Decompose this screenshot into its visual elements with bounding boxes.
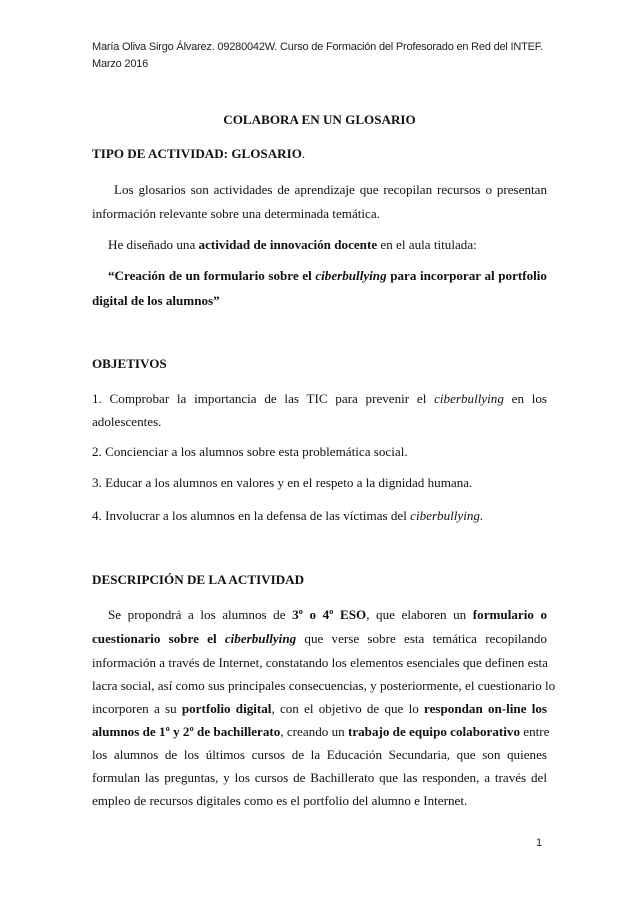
activity-type-label: TIPO DE ACTIVIDAD: GLOSARIO <box>92 146 302 161</box>
objective-1-line-2: adolescentes. <box>92 414 162 429</box>
description-line-5: incorporen a su portfolio digital, con el objetivo de que lo respondan on-line los <box>92 701 548 716</box>
objective-1-line-1: 1. Comprobar la importancia de las TIC para prevenir el ciberbullying en los <box>92 391 547 406</box>
description-line-8: formulan las preguntas, y los cursos de Bachillerato que las responden, a través del <box>92 770 547 785</box>
intro-line-2: información relevante sobre una determinada temática. <box>92 206 380 221</box>
intro-line-1: Los glosarios son actividades de aprendizaje que recopilan recursos o presentan <box>114 182 547 197</box>
objectives-heading: OBJETIVOS <box>92 356 167 371</box>
description-line-3: información a través de Internet, constatando los elementos esenciales que definen esta <box>92 655 548 670</box>
description-line-4: lacra social, así como sus principales consecuencias, y posteriormente, el cuestionario lo <box>92 678 556 693</box>
activity-type: TIPO DE ACTIVIDAD: GLOSARIO. <box>92 146 306 161</box>
page-number: 1 <box>536 837 543 849</box>
objective-2: 2. Concienciar a los alumnos sobre esta problemática social. <box>92 444 408 459</box>
description-line-9: empleo de recursos digitales como es el portfolio del alumno e Internet. <box>92 793 468 808</box>
description-line-1: Se propondrá a los alumnos de 3º o 4º ESO, que elaboren un formulario o <box>108 607 547 622</box>
description-line-2: cuestionario sobre el ciberbullying que verse sobre esta temática recopilando <box>92 631 547 646</box>
description-line-7: los alumnos de los últimos cursos de la Educación Secundaria, que son quienes <box>92 747 547 762</box>
page-header <box>92 39 562 73</box>
objective-4: 4. Involucrar a los alumnos en la defensa de las víctimas del ciberbullying. <box>92 508 484 523</box>
document-title: COLABORA EN UN GLOSARIO <box>223 112 416 127</box>
header-line-1: María Oliva Sirgo Álvarez. 09280042W. Curso de Formación del Profesorado en Red del INTEF. <box>92 41 543 53</box>
designed-paragraph: He diseñado una actividad de innovación docente en el aula titulada: <box>108 237 477 252</box>
activity-title-line-1: “Creación de un formulario sobre el ciberbullying para incorporar al portfolio <box>108 268 547 283</box>
objective-3: 3. Educar a los alumnos en valores y en el respeto a la dignidad humana. <box>92 475 473 490</box>
activity-title-line-2: digital de los alumnos” <box>92 293 220 308</box>
description-heading: DESCRIPCIÓN DE LA ACTIVIDAD <box>92 572 305 587</box>
header-line-2: Marzo 2016 <box>92 58 149 70</box>
description-line-6: alumnos de 1º y 2º de bachillerato, creando un trabajo de equipo colaborativo entre <box>92 724 550 739</box>
